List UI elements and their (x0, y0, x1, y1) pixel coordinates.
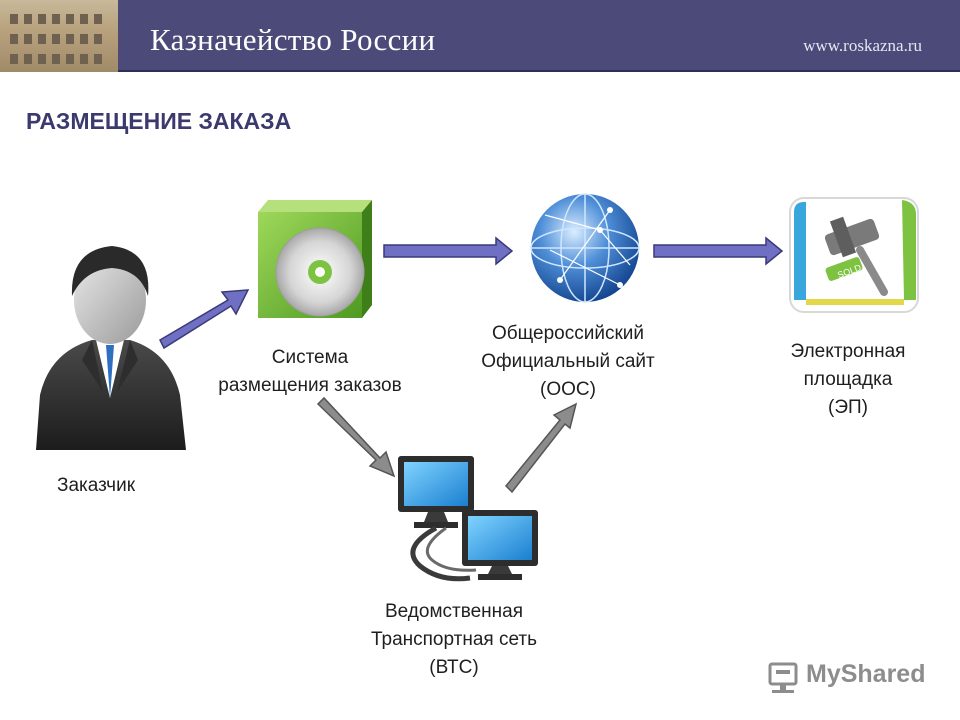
watermark-text[interactable]: MyShared (806, 660, 926, 688)
vts-label-line1: Ведомственная (384, 601, 524, 622)
header-title: Казначейство России (150, 22, 436, 57)
system-label-line2: размещения заказов (218, 375, 402, 396)
vts-label-line3: (ВТС) (429, 657, 479, 678)
vts-label (336, 598, 572, 682)
ep-label (766, 338, 930, 422)
software-box-icon (258, 200, 372, 318)
oos-label (450, 320, 686, 404)
arrow-system-to-vts (318, 398, 394, 476)
sold-tag-text: SOLD (836, 262, 863, 281)
system-label-line1: Система (271, 347, 349, 368)
ep-label-line2: площадка (803, 369, 893, 390)
oos-label-line3: (ООС) (540, 379, 596, 400)
system-label (190, 344, 430, 400)
header-url[interactable]: www.roskazna.ru (803, 36, 922, 55)
globe-icon (531, 194, 639, 302)
arrow-system-to-oos (384, 238, 512, 264)
oos-label-line1: Общероссийский (491, 323, 645, 344)
customer-label-text: Заказчик (56, 475, 136, 496)
ep-label-line3: (ЭП) (828, 397, 868, 418)
vts-label-line2: Транспортная сеть (370, 629, 538, 650)
arrow-oos-to-ep (654, 238, 782, 264)
customer-label (36, 472, 156, 500)
slide-title: РАЗМЕЩЕНИЕ ЗАКАЗА (26, 108, 292, 134)
oos-label-line2: Официальный сайт (481, 351, 655, 372)
arrow-vts-to-oos (506, 404, 576, 492)
ep-label-line1: Электронная (790, 341, 906, 362)
auction-gavel-icon (790, 198, 918, 312)
arrow-customer-to-system (160, 290, 248, 348)
